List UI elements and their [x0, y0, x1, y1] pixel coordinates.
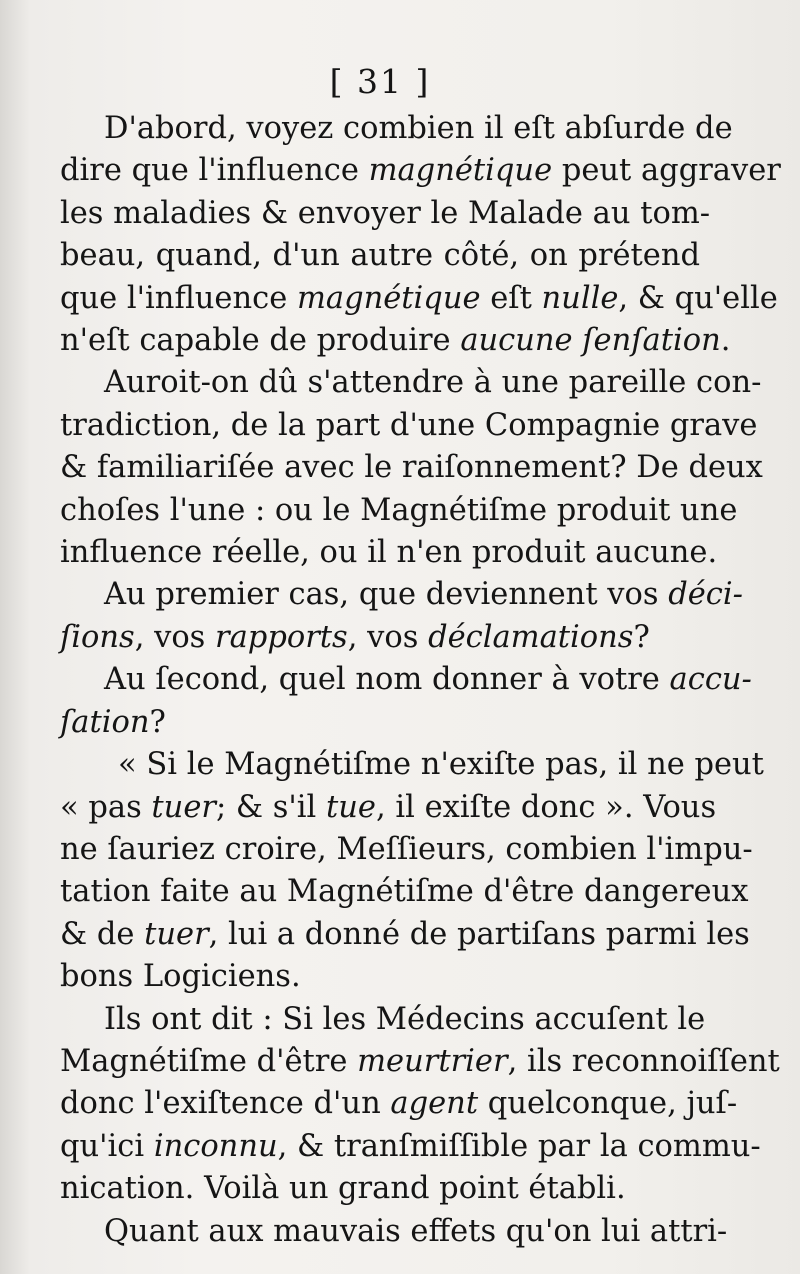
text-line: bons Logiciens. — [60, 959, 301, 995]
text-line: ſation? — [60, 704, 166, 740]
text-line: D'abord, voyez combien il eſt abſurde de — [104, 111, 733, 146]
page-number: [ 31 ] — [329, 62, 431, 101]
text-line: Auroit-on dû s'attendre à une pareille con- — [104, 365, 762, 401]
text-line: que l'influence magnétique eſt nulle, & qu'elle — [60, 280, 778, 316]
text-line: « Si le Magnétiſme n'exiſte pas, il ne peut — [118, 747, 764, 783]
text-line: nication. Voilà un grand point établi. — [60, 1171, 626, 1207]
text-line: les maladies & envoyer le Malade au tom- — [60, 195, 711, 231]
text-line: « pas tuer; & s'il tue, il exiſte donc ». Vous — [60, 789, 717, 825]
text-line: & familiariſée avec le raiſonnement? De deux — [60, 450, 763, 486]
text-line: Au premier cas, que deviennent vos déci- — [104, 577, 743, 613]
text-line: Au ſecond, quel nom donner à votre accu- — [104, 662, 752, 698]
text-line: beau, quand, d'un autre côté, on prétend — [60, 238, 700, 274]
text-line: donc l'exiſtence d'un agent quelconque, juſ- — [60, 1086, 738, 1122]
text-line: n'eſt capable de produire aucune ſenſation. — [60, 323, 731, 359]
text-line: Magnétiſme d'être meurtrier, ils reconnoiſſent — [60, 1043, 780, 1079]
text-line: qu'ici inconnu, & tranſmiſſible par la commu- — [60, 1128, 761, 1164]
text-line: influence réelle, ou il n'en produit aucune. — [60, 535, 718, 571]
text-line: Ils ont dit : Si les Médecins accuſent le — [104, 1001, 706, 1037]
text-line: & de tuer, lui a donné de partiſans parmi les — [60, 916, 750, 952]
text-line: tradiction, de la part d'une Compagnie grave — [60, 407, 758, 443]
body-text — [60, 108, 781, 1253]
text-line: choſes l'une : ou le Magnétiſme produit une — [60, 492, 738, 528]
text-line: Quant aux mauvais effets qu'on lui attri- — [104, 1213, 728, 1249]
text-line: ne ſauriez croire, Meſſieurs, combien l'impu- — [60, 831, 753, 867]
text-line: dire que l'influence magnétique peut aggraver — [60, 153, 781, 189]
text-line: tation faite au Magnétiſme d'être dangereux — [60, 874, 749, 910]
text-line: ſions, vos rapports, vos déclamations? — [60, 619, 650, 655]
